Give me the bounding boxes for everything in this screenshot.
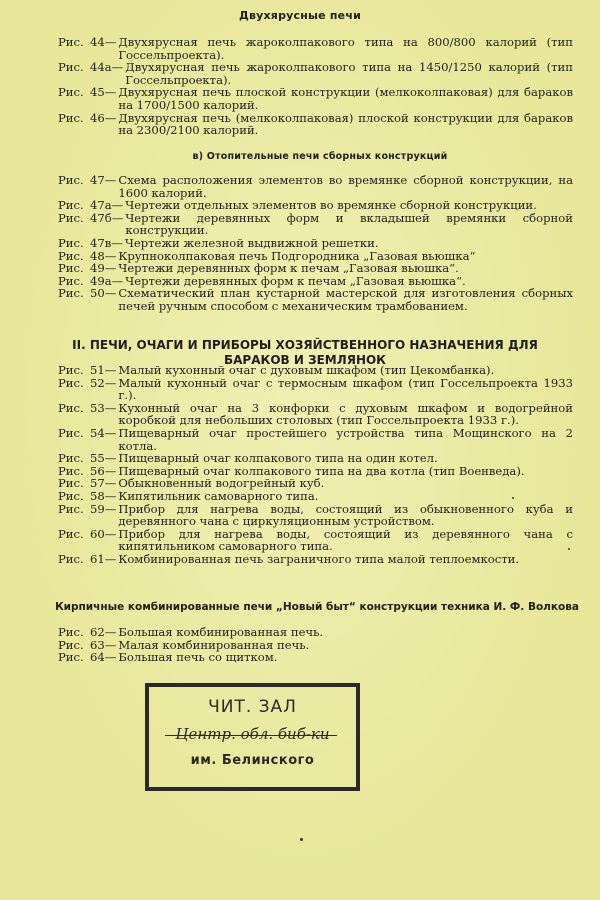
figure-prefix: Рис.	[58, 625, 84, 639]
figure-number: 60—	[90, 526, 117, 541]
ink-speck	[300, 838, 303, 841]
figure-caption: Кухонный очаг на 3 конфорки с духовым шкафом и водогрейной коробкой для небольших столовых (тип Госсельпроекта 1933 г.).	[118, 400, 573, 428]
figure-prefix: Рис.	[58, 198, 84, 213]
figure-prefix: Рис.	[58, 637, 84, 652]
figure-prefix: Рис.	[58, 400, 84, 415]
figure-caption: Пищеварный очаг колпакового типа на два котла (тип Военведа).	[118, 463, 525, 478]
figure-prefix: Рис.	[58, 488, 84, 503]
figure-caption: Двухярусная печь жароколпакового типа на 1450/1250 калорий (тип Госсельпроекта).	[125, 60, 573, 87]
figure-prefix: Рис.	[58, 248, 84, 263]
figure-caption: Комбинированная печь заграничного типа малой теплоемкости.	[118, 551, 520, 566]
heading-section-2: II. ПЕЧИ, ОЧАГИ И ПРИБОРЫ ХОЗЯЙСТВЕННОГО НАЗНАЧЕНИЯ ДЛЯ БАРАКОВ И ЗЕМЛЯНОК	[72, 337, 538, 367]
figure-number: 54—	[90, 425, 117, 440]
figure-caption: Двухярусная печь плоской конструкции (мелкоколпаковая) для бараков на 1700/1500 калорий.	[118, 85, 573, 112]
figure-prefix: Рис.	[58, 273, 84, 288]
figure-number: 50—	[90, 286, 117, 301]
figure-prefix: Рис.	[58, 286, 84, 301]
figure-prefix: Рис.	[58, 35, 84, 49]
figure-prefix: Рис.	[58, 60, 84, 75]
figure-number: 62—	[90, 625, 117, 639]
figure-caption: Большая печь со щитком.	[118, 650, 278, 665]
figure-prefix: Рис.	[58, 235, 84, 250]
figure-entry	[58, 503, 573, 528]
figure-prefix: Рис.	[58, 451, 84, 466]
figure-caption: Схема расположения элементов во времянке сборной конструкции, на 1600 калорий.	[118, 173, 573, 200]
figure-entry	[58, 212, 573, 237]
figure-prefix: Рис.	[58, 425, 84, 440]
figure-entry	[58, 86, 573, 111]
figure-number: 45—	[90, 85, 117, 100]
figure-list-two-tier	[58, 36, 573, 137]
figure-caption: Чертежи деревянных форм к печам „Газовая вьюшка“.	[118, 261, 459, 276]
figure-caption: Малый кухонный очаг с духовым шкафом (тип Цекомбанка).	[118, 363, 495, 377]
figure-number: 49а—	[90, 273, 124, 288]
figure-prefix: Рис.	[58, 551, 84, 566]
figure-number: 48—	[90, 248, 117, 263]
figure-prefix: Рис.	[58, 501, 84, 516]
figure-caption: Прибор для нагрева воды, состоящий из деревянного чана с кипятильником самоварного типа.	[118, 526, 573, 554]
figure-caption: Прибор для нагрева воды, состоящий из обыкновенного куба и деревянного чана с циркуляционным устройством.	[118, 501, 573, 529]
figure-entry	[58, 199, 573, 212]
figure-prefix: Рис.	[58, 261, 84, 276]
figure-number: 51—	[90, 363, 117, 377]
figure-entry	[58, 626, 573, 639]
figure-list-household	[58, 364, 573, 566]
figure-entry	[58, 237, 573, 250]
figure-prefix: Рис.	[58, 375, 84, 390]
figure-list-prefab	[58, 174, 573, 313]
figure-number: 47б—	[90, 210, 124, 225]
figure-prefix: Рис.	[58, 650, 84, 665]
figure-prefix: Рис.	[58, 210, 84, 225]
figure-number: 58—	[90, 488, 117, 503]
stamp-line-reading-room: ЧИТ. ЗАЛ	[208, 697, 297, 717]
figure-number: 52—	[90, 375, 117, 390]
figure-caption: Чертежи деревянных форм и вкладышей времянки сборной конструкции.	[125, 210, 573, 238]
figure-number: 46—	[90, 110, 117, 125]
figure-entry	[58, 402, 573, 427]
figure-number: 47в—	[90, 235, 123, 250]
figure-caption: Малый кухонный очаг с термосным шкафом (тип Госсельпроекта 1933 г.).	[118, 375, 573, 403]
figure-list-volkov	[58, 626, 573, 664]
figure-prefix: Рис.	[58, 85, 84, 100]
stamp-line-belinsky: им. Белинского	[190, 753, 315, 768]
library-stamp	[145, 683, 360, 791]
figure-caption: Кипятильник самоварного типа.	[118, 488, 319, 503]
ink-speck	[512, 497, 514, 499]
figure-entry	[58, 528, 573, 553]
figure-number: 55—	[90, 451, 117, 466]
figure-number: 53—	[90, 400, 117, 415]
stamp-line-library: Центр. обл. биб-ки	[175, 725, 330, 743]
figure-caption: Чертежи железной выдвижной решетки.	[124, 235, 379, 250]
figure-entry	[58, 651, 573, 664]
figure-caption: Пищеварный очаг колпакового типа на один котел.	[118, 451, 438, 466]
figure-number: 64—	[90, 650, 117, 665]
figure-entry	[58, 427, 573, 452]
figure-entry	[58, 287, 573, 312]
figure-caption: Малая комбинированная печь.	[118, 637, 310, 652]
figure-entry	[58, 112, 573, 137]
figure-caption: Чертежи деревянных форм к печам „Газовая вьюшка“.	[125, 273, 466, 288]
figure-number: 63—	[90, 637, 117, 652]
figure-entry	[58, 490, 573, 503]
figure-prefix: Рис.	[58, 476, 84, 491]
figure-number: 49—	[90, 261, 117, 276]
figure-caption: Большая комбинированная печь.	[118, 625, 324, 639]
figure-number: 56—	[90, 463, 117, 478]
figure-prefix: Рис.	[58, 526, 84, 541]
figure-number: 57—	[90, 476, 117, 491]
figure-caption: Пищеварный очаг простейшего устройства типа Мощинского на 2 котла.	[118, 425, 573, 453]
figure-caption: Двухярусная печь (мелкоколпаковая) плоской конструкции для бараков на 2300/2100 калорий.	[118, 110, 573, 138]
figure-prefix: Рис.	[58, 110, 84, 125]
ink-speck	[568, 548, 570, 550]
figure-entry	[58, 174, 573, 199]
figure-number: 47—	[90, 173, 117, 187]
figure-number: 61—	[90, 551, 117, 566]
figure-prefix: Рис.	[58, 463, 84, 478]
figure-caption: Обыкновенный водогрейный куб.	[118, 476, 325, 491]
figure-prefix: Рис.	[58, 173, 84, 187]
stamp-strikethrough	[165, 735, 337, 736]
figure-number: 47а—	[90, 198, 124, 213]
figure-entry	[58, 452, 573, 465]
heading-two-tier-stoves: Двухярусные печи	[238, 9, 361, 22]
figure-caption: Двухярусная печь жароколпакового типа на 800/800 калорий (тип Госсельпроекта).	[118, 35, 573, 62]
figure-entry	[58, 36, 573, 61]
heading-prefab-stoves: в) Отопительные печи сборных конструкций	[192, 151, 448, 162]
figure-prefix: Рис.	[58, 363, 84, 377]
heading-volkov-stoves: Кирпичные комбинированные печи „Новый быт“ конструкции техника И. Ф. Волкова	[55, 600, 579, 613]
figure-number: 59—	[90, 501, 117, 516]
figure-caption: Схематический план кустарной мастерской для изготовления сборных печей ручным способом с механическим трамбованием.	[118, 286, 573, 313]
figure-caption: Крупноколпаковая печь Подгородника „Газовая вьюшка“	[118, 248, 476, 263]
figure-entry	[58, 553, 573, 566]
figure-entry	[58, 377, 573, 402]
figure-entry	[58, 364, 573, 377]
figure-entry	[58, 61, 573, 86]
figure-caption: Чертежи отдельных элементов во времянке сборной конструкции.	[125, 198, 537, 213]
figure-number: 44а—	[90, 60, 124, 75]
figure-number: 44—	[90, 35, 117, 49]
figure-entry	[58, 262, 573, 275]
